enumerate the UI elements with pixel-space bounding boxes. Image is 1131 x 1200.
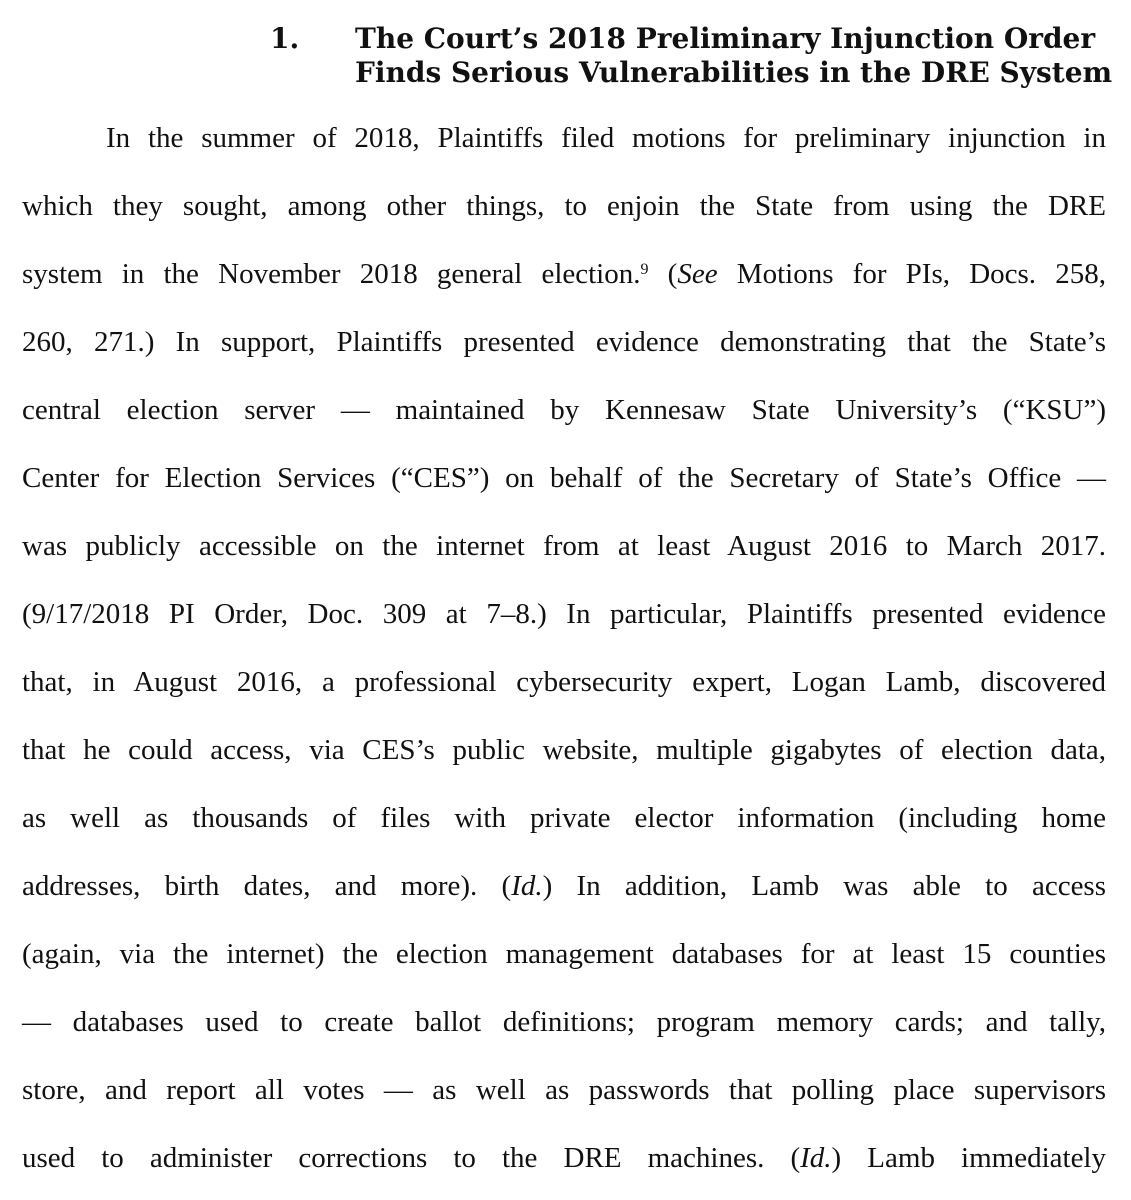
citation-signal: See [677, 258, 718, 290]
paragraph-line [22, 852, 1106, 920]
paragraph-line: Center for Election Services (“CES”) on behalf of the Secretary of State’s Office — [22, 462, 1106, 494]
text-run: ( [648, 258, 678, 290]
paragraph-line [22, 240, 1106, 308]
paragraph-line: was publicly accessible on the internet from at least August 2016 to March 2017. [22, 530, 1106, 562]
paragraph-line: (9/17/2018 PI Order, Doc. 309 at 7–8.) In particular, Plaintiffs presented evidence [22, 598, 1106, 630]
text-run: Motions for PIs, Docs. 258, [717, 258, 1106, 290]
paragraph-line: that he could access, via CES’s public website, multiple gigabytes of election data, [22, 734, 1106, 766]
text-run: ) Lamb immediately [831, 1142, 1106, 1174]
citation-id: Id. [511, 870, 543, 902]
paragraph-line: store, and report all votes — as well as passwords that polling place supervisors [22, 1074, 1106, 1106]
paragraph-line: — databases used to create ballot definitions; program memory cards; and tally, [22, 1006, 1106, 1038]
text-run: addresses, birth dates, and more). ( [22, 870, 512, 902]
section-title-line-2: Finds Serious Vulnerabilities in the DRE System [355, 56, 1113, 89]
paragraph-line: (again, via the internet) the election management databases for at least 15 counties [22, 938, 1106, 970]
paragraph-line: as well as thousands of files with private elector information (including home [22, 802, 1106, 834]
footnote-marker: 9 [640, 261, 649, 278]
paragraph-line: which they sought, among other things, to enjoin the State from using the DRE [22, 190, 1106, 222]
paragraph-line [22, 1124, 1106, 1192]
paragraph-line: In the summer of 2018, Plaintiffs filed motions for preliminary injunction in [106, 122, 1106, 154]
text-run: used to administer corrections to the DRE machines. ( [22, 1142, 801, 1174]
text-run: ) In addition, Lamb was able to access [542, 870, 1107, 902]
citation-id: Id. [800, 1142, 832, 1174]
text-run: system in the November 2018 general election. [22, 258, 641, 290]
paragraph-line: 260, 271.) In support, Plaintiffs presented evidence demonstrating that the State’s [22, 326, 1106, 358]
paragraph-line: central election server — maintained by Kennesaw State University’s (“KSU”) [22, 394, 1106, 426]
section-title-line-1: The Court’s 2018 Preliminary Injunction Order [355, 22, 1096, 55]
paragraph-line: that, in August 2016, a professional cybersecurity expert, Logan Lamb, discovered [22, 666, 1106, 698]
body-paragraph [22, 104, 1106, 1192]
section-number: 1. [270, 22, 300, 55]
